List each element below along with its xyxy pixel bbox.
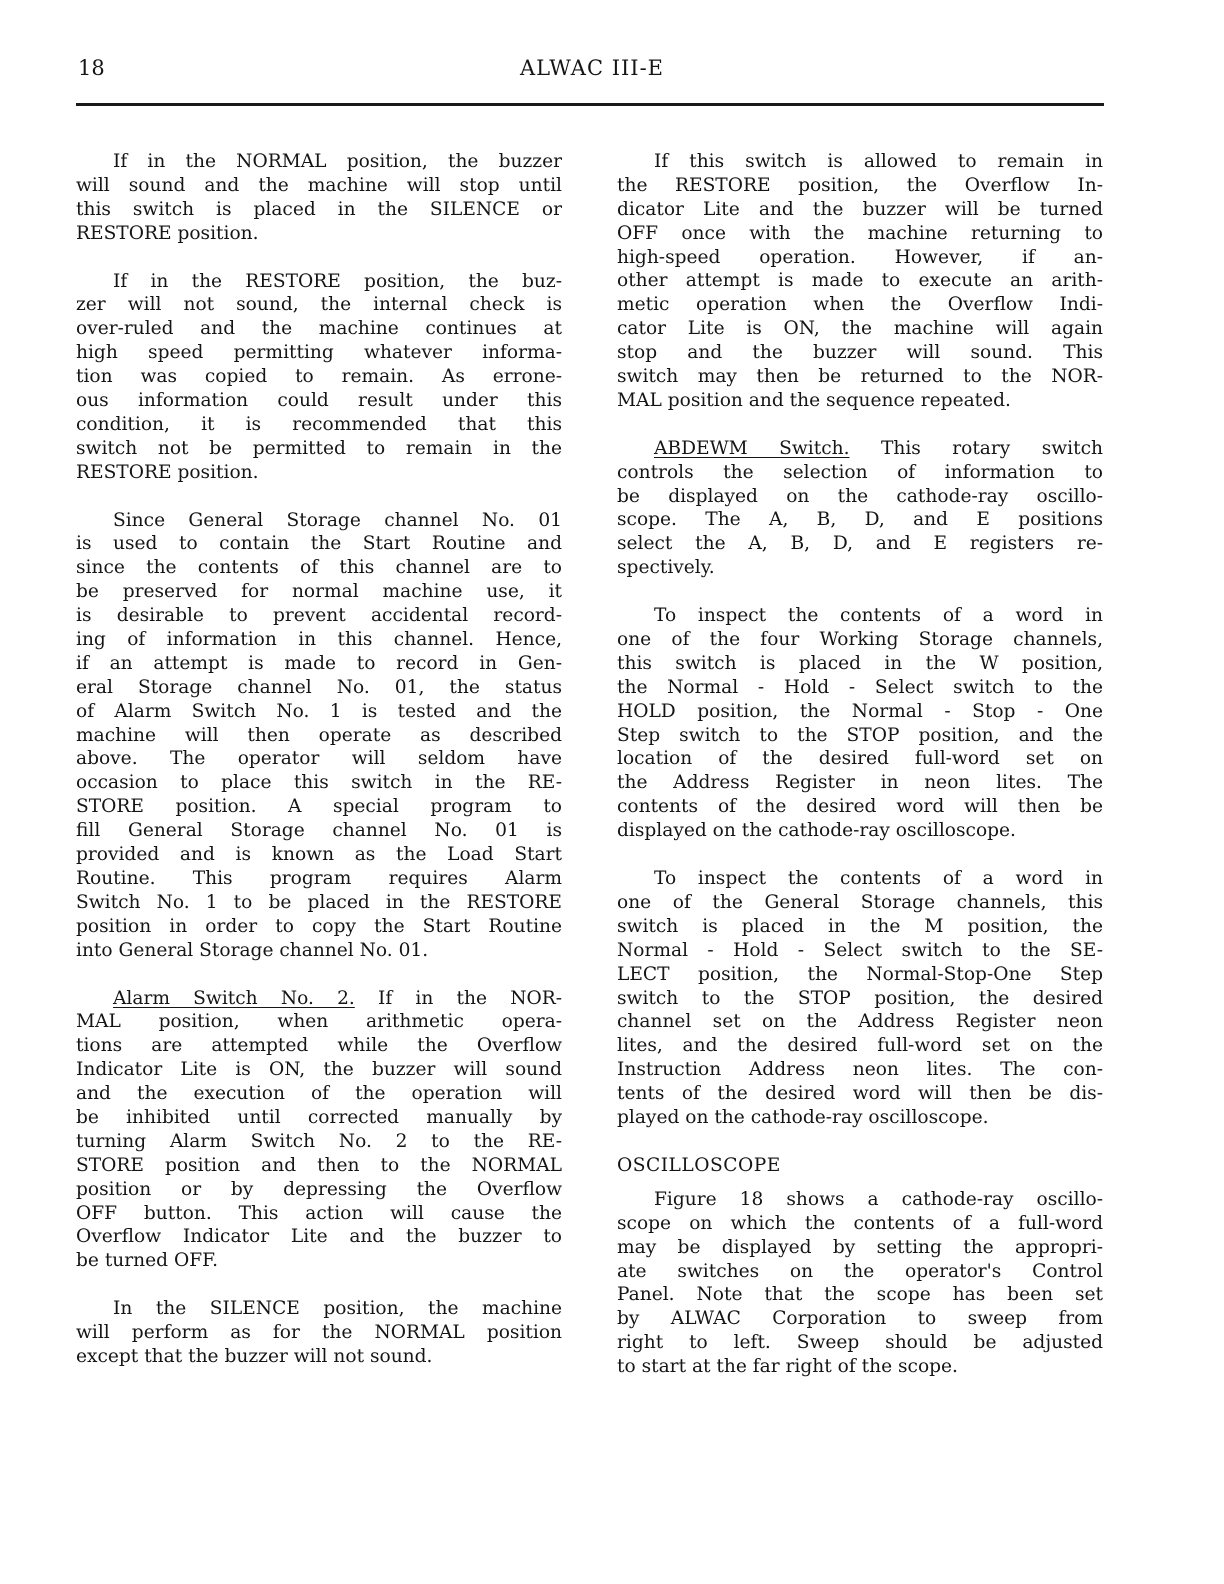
text-line: high speed permitting whatever informa-: [76, 342, 562, 364]
text-line: high-speed operation. However, if an-: [617, 246, 1103, 268]
paragraph: [617, 1188, 1103, 1379]
text-line: switch not be permitted to remain in the: [76, 437, 562, 459]
text-line: above. The operator will seldom have: [76, 748, 562, 770]
text-line: position in order to copy the Start Routine: [76, 915, 562, 937]
text-line: zer will not sound, the internal check is: [76, 294, 562, 316]
text-line: occasion to place this switch in the RE-: [76, 772, 562, 794]
text-line: MAL position, when arithmetic opera-: [76, 1011, 562, 1033]
text-line: [617, 437, 1103, 461]
page-number: 18: [78, 56, 105, 80]
text-line: is used to contain the Start Routine and: [76, 533, 562, 555]
text-line: machine will then operate as described: [76, 724, 562, 746]
text-line: stop and the buzzer will sound. This: [617, 342, 1103, 364]
run-in-heading: Alarm Switch No. 2.: [113, 987, 355, 1009]
text-line: STORE position and then to the NORMAL: [76, 1154, 562, 1176]
text-run: If in the NOR-: [354, 987, 562, 1009]
text-line: is desirable to prevent accidental record-: [76, 605, 562, 627]
text-line: cator Lite is ON, the machine will again: [617, 318, 1103, 340]
text-line: will sound and the machine will stop until: [76, 174, 562, 196]
text-line: ing of information in this channel. Hence,: [76, 629, 562, 651]
text-line: into General Storage channel No. 01.: [76, 939, 429, 961]
text-line: location of the desired full-word set on: [617, 748, 1103, 770]
paragraph: [76, 1297, 562, 1369]
text-line: To inspect the contents of a word in: [654, 868, 1103, 890]
text-line: by ALWAC Corporation to sweep from: [617, 1308, 1103, 1330]
text-line: except that the buzzer will not sound.: [76, 1345, 433, 1367]
text-line: over-ruled and the machine continues at: [76, 318, 562, 340]
text-line: OFF once with the machine returning to: [617, 222, 1103, 244]
text-line: spectively.: [617, 557, 715, 579]
text-line: tion was copied to remain. As errone-: [76, 366, 562, 388]
text-line: tions are attempted while the Overflow: [76, 1035, 562, 1057]
text-line: be turned OFF.: [76, 1250, 219, 1272]
section-heading: OSCILLOSCOPE: [617, 1154, 781, 1176]
text-line: Step switch to the STOP position, and the: [617, 724, 1103, 746]
text-line: If in the NORMAL position, the buzzer: [113, 151, 562, 172]
text-line: be displayed on the cathode-ray oscillo-: [617, 485, 1103, 507]
text-line: displayed on the cathode-ray oscilloscope.: [617, 820, 1016, 842]
text-line: be preserved for normal machine use, it: [76, 581, 562, 603]
text-line: Normal - Hold - Select switch to the SE-: [617, 939, 1103, 961]
paragraph: [76, 987, 562, 1274]
text-line: dicator Lite and the buzzer will be turned: [617, 198, 1103, 220]
text-line: of Alarm Switch No. 1 is tested and the: [76, 700, 562, 722]
text-line: since the contents of this channel are to: [76, 557, 562, 579]
text-line: ate switches on the operator's Control: [617, 1260, 1103, 1282]
text-line: Indicator Lite is ON, the buzzer will sound: [76, 1059, 562, 1081]
text-line: this switch is placed in the SILENCE or: [76, 198, 562, 220]
text-line: If in the RESTORE position, the buz-: [113, 270, 562, 292]
text-line: be inhibited until corrected manually by: [76, 1106, 562, 1128]
text-line: ous information could result under this: [76, 390, 562, 412]
text-line: switch is placed in the M position, the: [617, 915, 1103, 937]
text-line: the Normal - Hold - Select switch to the: [617, 676, 1103, 698]
text-line: this switch is placed in the W position,: [617, 652, 1103, 674]
text-line: one of the four Working Storage channels,: [617, 629, 1103, 651]
paragraph: [617, 867, 1103, 1130]
text-line: right to left. Sweep should be adjusted: [617, 1332, 1103, 1354]
text-line: scope. The A, B, D, and E positions: [617, 509, 1103, 531]
text-line: turning Alarm Switch No. 2 to the RE-: [76, 1130, 562, 1152]
text-line: RESTORE position.: [76, 461, 259, 483]
header-rule: [76, 103, 1104, 106]
left-column: [76, 150, 562, 1393]
text-line: the RESTORE position, the Overflow In-: [617, 174, 1103, 196]
text-line: the Address Register in neon lites. The: [617, 772, 1103, 794]
text-line: and the execution of the operation will: [76, 1083, 562, 1105]
text-line: controls the selection of information to: [617, 461, 1103, 483]
text-line: provided and is known as the Load Start: [76, 844, 562, 866]
text-line: HOLD position, the Normal - Stop - One: [617, 700, 1103, 722]
text-line: OFF button. This action will cause the: [76, 1202, 562, 1224]
text-line: fill General Storage channel No. 01 is: [76, 820, 562, 842]
text-line: one of the General Storage channels, this: [617, 891, 1103, 913]
paragraph: [617, 437, 1103, 580]
paragraph: [76, 270, 562, 485]
text-line: RESTORE position.: [76, 222, 259, 244]
text-line: if an attempt is made to record in Gen-: [76, 652, 562, 674]
text-line: Instruction Address neon lites. The con-: [617, 1059, 1103, 1081]
text-line: Figure 18 shows a cathode-ray oscillo-: [654, 1188, 1103, 1210]
text-line: lites, and the desired full-word set on the: [617, 1035, 1103, 1057]
text-line: scope on which the contents of a full-word: [617, 1212, 1103, 1234]
text-line: select the A, B, D, and E registers re-: [617, 533, 1103, 555]
text-line: metic operation when the Overflow Indi-: [617, 294, 1103, 316]
running-title: ALWAC III-E: [519, 56, 665, 80]
text-line: switch to the STOP position, the desired: [617, 987, 1103, 1009]
text-line: If this switch is allowed to remain in: [654, 151, 1103, 172]
text-line: Switch No. 1 to be placed in the RESTORE: [76, 891, 562, 913]
text-line: Routine. This program requires Alarm: [76, 867, 562, 889]
text-line: played on the cathode-ray oscilloscope.: [617, 1106, 989, 1128]
text-line: STORE position. A special program to: [76, 796, 562, 818]
text-line: LECT position, the Normal-Stop-One Step: [617, 963, 1103, 985]
paragraph: [76, 150, 562, 246]
text-line: switch may then be returned to the NOR-: [617, 366, 1103, 388]
text-line: contents of the desired word will then be: [617, 796, 1103, 818]
text-line: may be displayed by setting the appropri-: [617, 1236, 1103, 1258]
text-line: Overflow Indicator Lite and the buzzer to: [76, 1226, 562, 1248]
text-line: [76, 987, 562, 1011]
right-column: [617, 150, 1103, 1403]
text-line: Since General Storage channel No. 01: [113, 509, 562, 531]
text-line: To inspect the contents of a word in: [654, 605, 1103, 627]
text-line: channel set on the Address Register neon: [617, 1011, 1103, 1033]
text-line: will perform as for the NORMAL position: [76, 1322, 562, 1344]
text-line: to start at the far right of the scope.: [617, 1356, 958, 1378]
text-line: position or by depressing the Overflow: [76, 1178, 562, 1200]
text-line: condition, it is recommended that this: [76, 413, 562, 435]
text-line: In the SILENCE position, the machine: [113, 1298, 562, 1320]
text-line: Panel. Note that the scope has been set: [617, 1284, 1103, 1306]
paragraph: [76, 509, 562, 963]
text-line: MAL position and the sequence repeated.: [617, 389, 1011, 411]
text-line: other attempt is made to execute an arith-: [617, 270, 1103, 292]
text-line: tents of the desired word will then be dis-: [617, 1083, 1103, 1105]
paragraph: [617, 150, 1103, 413]
text-run: This rotary switch: [849, 437, 1103, 459]
text-line: eral Storage channel No. 01, the status: [76, 676, 562, 698]
paragraph: [617, 604, 1103, 843]
run-in-heading: ABDEWM Switch.: [654, 437, 850, 459]
